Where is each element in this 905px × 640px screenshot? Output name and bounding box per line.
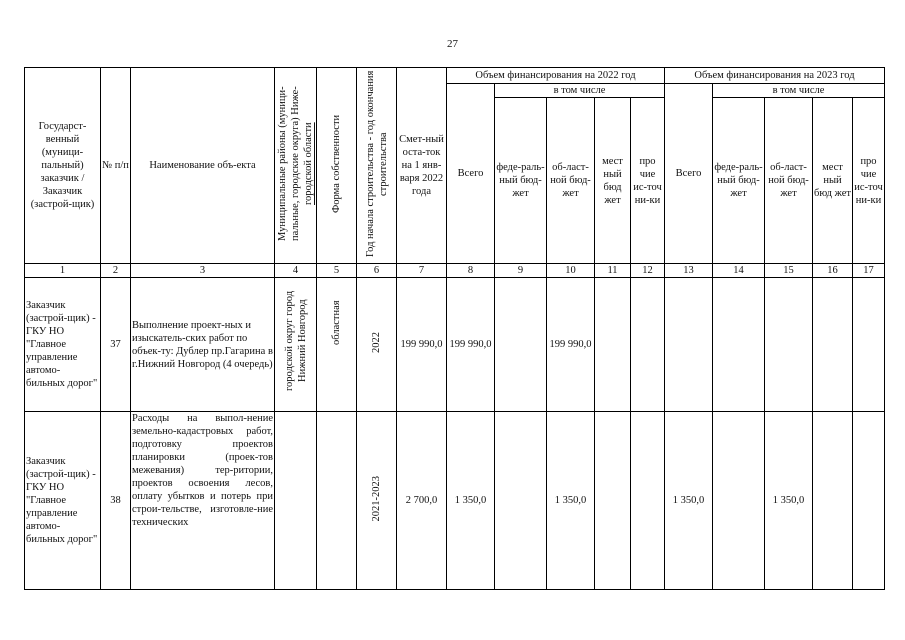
row-estimated: 2 700,0 — [397, 412, 447, 590]
header-other-2022: про чие ис-точ ни-ки — [631, 98, 665, 264]
col-number: 10 — [547, 264, 595, 278]
row-district — [275, 278, 317, 412]
col-number: 7 — [397, 264, 447, 278]
row-regional-2023 — [765, 278, 813, 412]
row-total-2022: 1 350,0 — [447, 412, 495, 590]
col-number: 5 — [317, 264, 357, 278]
row-years — [357, 278, 397, 412]
header-total-2022: Всего — [447, 84, 495, 264]
row-other-2023 — [853, 278, 885, 412]
row-other-2022 — [631, 278, 665, 412]
header-total-2023: Всего — [665, 84, 713, 264]
row-object-name: Выполнение проект-ных и изыскатель-ских работ по объек-ту: Дублер пр.Гагарина в г.Нижний Новгород (4 очередь) — [131, 278, 275, 412]
table-row — [25, 412, 885, 590]
row-local-2023 — [813, 278, 853, 412]
row-other-2023 — [853, 412, 885, 590]
header-including-2023: в том числе — [713, 84, 885, 98]
header-districts — [275, 68, 317, 264]
header-districts-a: Муниципальные районы (муници-пальные, городские округа) Ниже- — [277, 86, 301, 241]
row-local-2022 — [595, 278, 631, 412]
row-federal-2022 — [495, 278, 547, 412]
financing-table — [24, 67, 885, 590]
col-number: 16 — [813, 264, 853, 278]
col-number: 1 — [25, 264, 101, 278]
col-number: 13 — [665, 264, 713, 278]
header-ownership-text: Форма собственности — [331, 114, 342, 213]
header-federal-2023: феде-раль-ный бюд-жет — [713, 98, 765, 264]
col-number: 15 — [765, 264, 813, 278]
col-number: 14 — [713, 264, 765, 278]
row-other-2022 — [631, 412, 665, 590]
row-num: 37 — [101, 278, 131, 412]
header-local-2022: мест ный бюд жет — [595, 98, 631, 264]
col-number: 2 — [101, 264, 131, 278]
col-number: 8 — [447, 264, 495, 278]
column-number-row — [25, 264, 885, 278]
row-ownership — [317, 278, 357, 412]
col-number: 6 — [357, 264, 397, 278]
row-regional-2022: 1 350,0 — [547, 412, 595, 590]
header-including-2022: в том числе — [495, 84, 665, 98]
col-number: 17 — [853, 264, 885, 278]
col-number: 9 — [495, 264, 547, 278]
header-estimated: Смет-ный оста-ток на 1 янв-варя 2022 года — [397, 68, 447, 264]
header-years-text: Год начала строительства - год окончания строительства — [364, 70, 389, 257]
row-years-text: 2022 — [371, 332, 382, 353]
row-estimated: 199 990,0 — [397, 278, 447, 412]
header-fin-2022: Объем финансирования на 2022 год — [447, 68, 665, 84]
row-customer: Заказчик (застрой-щик) - ГКУ НО "Главное управление автомо-бильных дорог" — [25, 412, 101, 590]
header-fin-2023: Объем финансирования на 2023 год — [665, 68, 885, 84]
header-local-2023: мест ный бюд жет — [813, 98, 853, 264]
col-number: 11 — [595, 264, 631, 278]
row-district — [275, 412, 317, 590]
row-local-2022 — [595, 412, 631, 590]
row-federal-2023 — [713, 278, 765, 412]
row-ownership — [317, 412, 357, 590]
row-district-text: городской округ город Нижний Новгород — [283, 290, 308, 392]
row-object-name: Расходы на выпол-нение земельно-кадастровых работ, подготовку проектов планировки (проек-тов межевания) тер-ритории, проектов освоения лесов, оплату убытков и потерь при строи-тельстве, изготовле-ние технических — [131, 412, 275, 590]
row-years-text: 2021-2023 — [371, 475, 382, 522]
col-number: 12 — [631, 264, 665, 278]
col-number: 4 — [275, 264, 317, 278]
header-object-name: Наименование объ-екта — [131, 68, 275, 264]
header-years — [357, 68, 397, 264]
page-number: 27 — [447, 38, 458, 50]
header-regional-2022: об-ласт-ной бюд-жет — [547, 98, 595, 264]
row-regional-2022: 199 990,0 — [547, 278, 595, 412]
row-num: 38 — [101, 412, 131, 590]
row-total-2022: 199 990,0 — [447, 278, 495, 412]
row-years — [357, 412, 397, 590]
header-other-2023: про чие ис-точ ни-ки — [853, 98, 885, 264]
row-customer: Заказчик (застрой-щик) - ГКУ НО "Главное управление автомо-бильных дорог" — [25, 278, 101, 412]
row-total-2023: 1 350,0 — [665, 412, 713, 590]
row-federal-2023 — [713, 412, 765, 590]
row-ownership-text: областная — [331, 300, 342, 346]
header-districts-b: городской области — [303, 122, 314, 205]
row-federal-2022 — [495, 412, 547, 590]
row-regional-2023: 1 350,0 — [765, 412, 813, 590]
col-number: 3 — [131, 264, 275, 278]
header-num: № п/п — [101, 68, 131, 264]
header-customer: Государст-венный (муници-пальный) заказчик / Заказчик (застрой-щик) — [25, 68, 101, 264]
table-row — [25, 278, 885, 412]
header-federal-2022: феде-раль-ный бюд-жет — [495, 98, 547, 264]
row-total-2023 — [665, 278, 713, 412]
header-regional-2023: об-ласт-ной бюд-жет — [765, 98, 813, 264]
row-local-2023 — [813, 412, 853, 590]
header-ownership — [317, 68, 357, 264]
